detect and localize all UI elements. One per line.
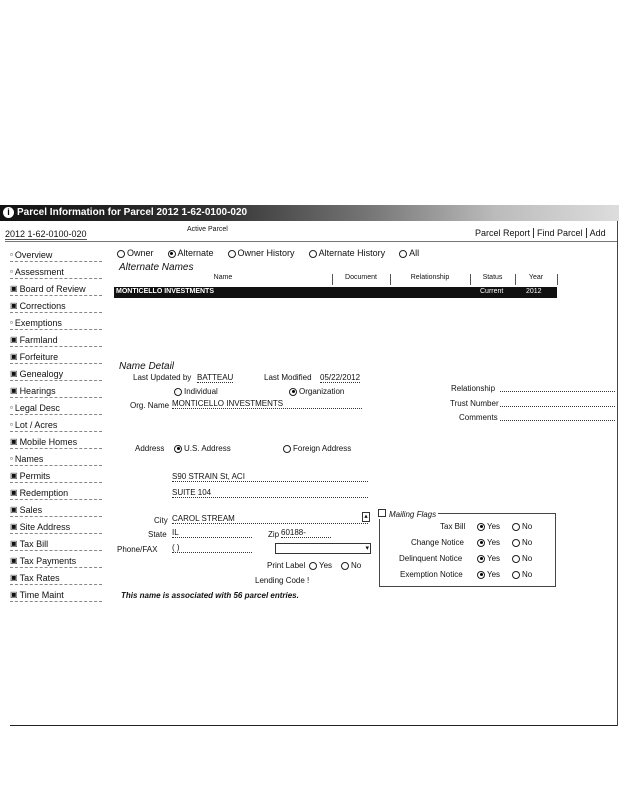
- sidebar-item-label: Site Address: [19, 521, 71, 532]
- folder-icon: ▣: [10, 488, 18, 497]
- sidebar-item-overview[interactable]: [10, 248, 102, 262]
- overview-icon: ▫: [10, 250, 13, 259]
- sidebar-item-label: Genealogy: [19, 368, 64, 379]
- state-input[interactable]: IL: [172, 528, 252, 538]
- individual-radio[interactable]: [174, 387, 218, 396]
- row-status: Current: [480, 288, 504, 295]
- tab-label: Owner History: [237, 248, 295, 258]
- sidebar-item-label: Tax Rates: [19, 572, 60, 583]
- sidebar-item-label: Names: [14, 453, 44, 464]
- sidebar-item-legal-desc[interactable]: [10, 401, 102, 415]
- radio-icon: [309, 250, 317, 258]
- individual-label: Individual: [184, 387, 218, 396]
- delinquent-notice-yes-radio[interactable]: [477, 554, 500, 563]
- address-line1-input[interactable]: S90 STRAIN St, ACI: [172, 472, 368, 482]
- sidebar-item-label: Tax Bill: [19, 538, 49, 549]
- mailing-flags-title-text: Mailing Flags: [389, 510, 437, 519]
- exemption-notice-flag-label: Exemption Notice: [400, 570, 463, 579]
- folder-icon: ▣: [10, 335, 18, 344]
- alternate-names-title: Alternate Names: [119, 262, 194, 273]
- sidebar-item-board-of-review[interactable]: [10, 282, 102, 296]
- column-header-status[interactable]: Status: [470, 274, 516, 285]
- change-notice-flag-label: Change Notice: [411, 538, 464, 547]
- city-lookup-icon[interactable]: ▴: [362, 512, 370, 522]
- address-label: Address: [135, 444, 165, 453]
- tax-bill-yes-radio[interactable]: [477, 522, 500, 531]
- radio-icon: [512, 555, 520, 563]
- change-notice-yes-radio[interactable]: [477, 538, 500, 547]
- folder-icon: ▣: [10, 505, 18, 514]
- row-name: MONTICELLO INVESTMENTS: [116, 288, 214, 295]
- column-header-document[interactable]: Document: [332, 274, 391, 285]
- yes-label: Yes: [487, 522, 501, 531]
- radio-selected-icon: [168, 250, 176, 258]
- last-modified-label: Last Modified: [264, 373, 312, 382]
- sidebar-item-mobile-homes[interactable]: [10, 435, 102, 449]
- document-icon: ▫: [10, 318, 13, 327]
- sidebar-item-label: Time Maint: [19, 589, 64, 600]
- radio-icon: [228, 250, 236, 258]
- radio-icon: [512, 571, 520, 579]
- sidebar-item-forfeiture[interactable]: [10, 350, 102, 364]
- delinquent-notice-flag-label: Delinquent Notice: [399, 554, 463, 563]
- tax-bill-no-radio[interactable]: [512, 522, 532, 531]
- parcel-count-note: This name is associated with 56 parcel entries.: [121, 591, 299, 600]
- radio-icon: [117, 250, 125, 258]
- radio-icon: [512, 539, 520, 547]
- sidebar-item-time-maint[interactable]: [10, 588, 102, 602]
- header-divider: [5, 241, 617, 242]
- column-header-year[interactable]: Year: [515, 274, 558, 285]
- sidebar-item-hearings[interactable]: [10, 384, 102, 398]
- sidebar-item-label: Lot / Acres: [14, 419, 58, 430]
- radio-selected-icon: [477, 571, 485, 579]
- sidebar-item-label: Board of Review: [19, 283, 86, 294]
- radio-selected-icon: [477, 523, 485, 531]
- tab-all[interactable]: [399, 248, 419, 258]
- sidebar-item-exemptions[interactable]: [10, 316, 102, 330]
- state-label: State: [148, 530, 167, 539]
- no-label: No: [522, 522, 533, 531]
- org-name-input[interactable]: MONTICELLO INVESTMENTS: [172, 399, 362, 409]
- sidebar-item-label: Redemption: [19, 487, 69, 498]
- tab-owner-history[interactable]: [228, 248, 295, 258]
- sidebar-item-site-address[interactable]: [10, 520, 102, 534]
- foreign-address-radio[interactable]: [283, 444, 351, 453]
- radio-selected-icon: [477, 555, 485, 563]
- radio-selected-icon: [289, 388, 297, 396]
- sidebar-item-farmland[interactable]: [10, 333, 102, 347]
- tab-label: Owner: [127, 248, 154, 258]
- no-label: No: [351, 561, 362, 570]
- document-icon: ▫: [10, 420, 13, 429]
- folder-icon: ▣: [10, 539, 18, 548]
- window-titlebar: [0, 205, 619, 221]
- window-title: Parcel Information for Parcel 2012 1-62-0100-020: [17, 207, 248, 218]
- phone-label: Phone/FAX: [117, 545, 158, 554]
- radio-icon: [341, 562, 349, 570]
- parcel-report-button[interactable]: Parcel Report: [472, 228, 534, 238]
- sidebar-item-label: Forfeiture: [19, 351, 59, 362]
- document-icon: ▫: [10, 403, 13, 412]
- document-icon: ▫: [10, 454, 13, 463]
- relationship-label: Relationship: [451, 384, 496, 393]
- city-label: City: [154, 516, 168, 525]
- radio-icon: [309, 562, 317, 570]
- print-label-label: Print Label: [267, 561, 306, 570]
- address-line2-input[interactable]: SUITE 104: [172, 488, 368, 498]
- no-label: No: [522, 538, 533, 547]
- zip-input[interactable]: 60188-: [281, 528, 331, 538]
- radio-icon: [283, 445, 291, 453]
- tab-alternate[interactable]: [168, 248, 214, 258]
- sidebar-item-genealogy[interactable]: [10, 367, 102, 381]
- us-address-label: U.S. Address: [184, 444, 231, 453]
- active-parcel-label: Active Parcel: [187, 226, 228, 233]
- sidebar-item-tax-payments[interactable]: [10, 554, 102, 568]
- mailing-flags-title: [376, 509, 438, 519]
- last-updated-value: BATTEAU: [197, 373, 234, 382]
- folder-icon: ▣: [10, 590, 18, 599]
- delinquent-notice-no-radio[interactable]: [512, 554, 532, 563]
- sidebar-item-names[interactable]: [10, 452, 102, 466]
- sidebar-item-tax-rates[interactable]: [10, 571, 102, 585]
- exemption-notice-yes-radio[interactable]: [477, 570, 500, 579]
- radio-selected-icon: [477, 539, 485, 547]
- sidebar-item-label: Hearings: [19, 385, 56, 396]
- print-label-yes-radio[interactable]: [309, 561, 332, 570]
- yes-label: Yes: [487, 538, 501, 547]
- organization-radio[interactable]: [289, 387, 344, 396]
- folder-icon: ▣: [10, 573, 18, 582]
- radio-selected-icon: [174, 445, 182, 453]
- sidebar-item-label: Sales: [19, 504, 43, 515]
- table-row[interactable]: [114, 287, 557, 298]
- sidebar-item-label: Mobile Homes: [19, 436, 78, 447]
- no-label: No: [522, 570, 533, 579]
- city-input[interactable]: CAROL STREAM: [172, 514, 368, 524]
- name-view-tabs: [117, 248, 419, 258]
- sidebar-item-sales[interactable]: [10, 503, 102, 517]
- no-label: No: [522, 554, 533, 563]
- tab-alternate-history[interactable]: [309, 248, 386, 258]
- sidebar-item-assessment[interactable]: [10, 265, 102, 279]
- folder-icon: ▣: [10, 437, 18, 446]
- name-detail-title: Name Detail: [119, 361, 175, 372]
- tab-label: All: [409, 248, 420, 258]
- print-label-no-radio[interactable]: [341, 561, 361, 570]
- yes-label: Yes: [319, 561, 333, 570]
- checkbox-icon[interactable]: [378, 509, 386, 517]
- window-right-border: [617, 221, 618, 726]
- sidebar-item-label: Overview: [14, 249, 53, 260]
- find-parcel-button[interactable]: Find Parcel: [534, 228, 587, 238]
- tab-label: Alternate: [177, 248, 214, 258]
- column-header-name[interactable]: Name: [114, 274, 333, 285]
- comments-input[interactable]: [500, 410, 615, 421]
- window-bottom-border: [10, 725, 617, 726]
- lending-code-label: Lending Code: [255, 576, 305, 585]
- chevron-down-icon: ▾: [365, 545, 369, 552]
- folder-icon: ▣: [10, 386, 18, 395]
- exemption-notice-no-radio[interactable]: [512, 570, 532, 579]
- comments-label: Comments: [459, 413, 498, 422]
- sidebar-item-label: Tax Payments: [19, 555, 77, 566]
- lending-code-input[interactable]: !: [307, 576, 310, 585]
- sidebar-item-label: Assessment: [14, 266, 64, 277]
- radio-icon: [512, 523, 520, 531]
- last-updated-label: Last Updated by: [133, 373, 192, 382]
- tab-owner[interactable]: [117, 248, 154, 258]
- yes-label: Yes: [487, 554, 501, 563]
- last-modified-value: 05/22/2012: [320, 373, 361, 382]
- folder-icon: ▣: [10, 556, 18, 565]
- folder-icon: ▣: [10, 369, 18, 378]
- phone-input[interactable]: ( ): [172, 543, 252, 553]
- folder-icon: ▣: [10, 471, 18, 480]
- tab-label: Alternate History: [318, 248, 386, 258]
- info-icon: i: [3, 207, 14, 218]
- sidebar-item-label: Farmland: [19, 334, 58, 345]
- folder-icon: ▣: [10, 522, 18, 531]
- trust-number-input[interactable]: [500, 396, 615, 407]
- folder-icon: ▣: [10, 352, 18, 361]
- foreign-address-label: Foreign Address: [293, 444, 352, 453]
- sidebar-item-label: Exemptions: [14, 317, 62, 328]
- zip-label: Zip: [268, 530, 280, 539]
- column-header-relationship[interactable]: Relationship: [390, 274, 471, 285]
- folder-icon: ▣: [10, 284, 18, 293]
- add-button[interactable]: Add: [589, 228, 606, 238]
- tax-bill-flag-label: Tax Bill: [440, 522, 466, 531]
- radio-icon: [399, 250, 407, 258]
- folder-icon: ▣: [10, 301, 18, 310]
- header-buttons: [472, 228, 609, 238]
- row-year: 2012: [526, 288, 542, 295]
- sidebar-item-permits[interactable]: [10, 469, 102, 483]
- organization-label: Organization: [299, 387, 345, 396]
- trust-number-label: Trust Number: [450, 399, 499, 408]
- sidebar-item-label: Corrections: [19, 300, 66, 311]
- relationship-input[interactable]: [500, 381, 615, 392]
- sidebar-item-tax-bill[interactable]: [10, 537, 102, 551]
- phone-type-select[interactable]: [275, 543, 371, 554]
- assessment-icon: ▫: [10, 267, 13, 276]
- org-name-label: Org. Name: [130, 401, 170, 410]
- us-address-radio[interactable]: [174, 444, 231, 453]
- sidebar-item-lot-acres[interactable]: [10, 418, 102, 432]
- radio-icon: [174, 388, 182, 396]
- sidebar-item-corrections[interactable]: [10, 299, 102, 313]
- sidebar-item-redemption[interactable]: [10, 486, 102, 500]
- sidebar-item-label: Permits: [19, 470, 51, 481]
- sidebar-item-label: Legal Desc: [14, 402, 60, 413]
- yes-label: Yes: [487, 570, 501, 579]
- change-notice-no-radio[interactable]: [512, 538, 532, 547]
- parcel-id-field[interactable]: 2012 1-62-0100-020: [5, 229, 87, 239]
